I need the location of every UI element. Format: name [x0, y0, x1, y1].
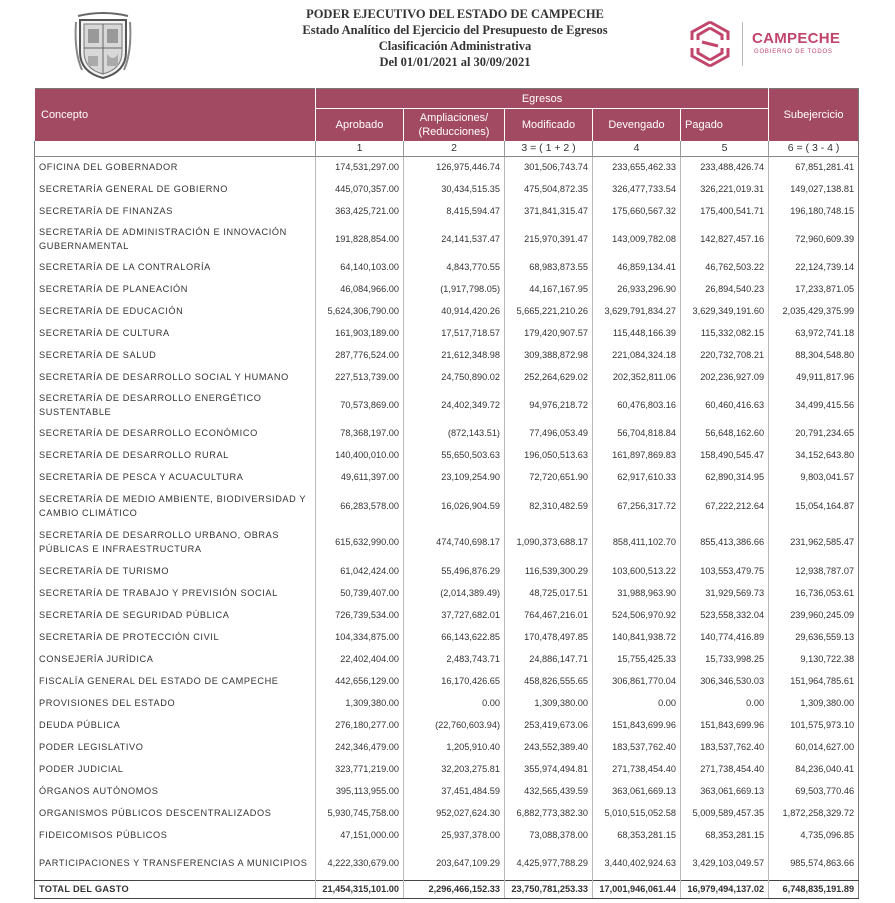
header-row-numbers [35, 141, 859, 157]
row-value: 158,490,545.47 [681, 444, 769, 466]
row-value: 615,632,990.00 [316, 524, 404, 560]
row-value: 140,400,010.00 [316, 444, 404, 466]
logo-separator [742, 22, 743, 66]
row-value: 196,180,748.15 [769, 200, 859, 222]
row-value: 855,413,386.66 [681, 524, 769, 560]
title-line-1: PODER EJECUTIVO DEL ESTADO DE CAMPECHE [306, 7, 604, 21]
row-value: 227,513,739.00 [316, 366, 404, 388]
row-value: 30,434,515.35 [404, 178, 505, 200]
row-value: 231,962,585.47 [769, 524, 859, 560]
row-value: 37,451,484.59 [404, 780, 505, 802]
row-value: (22,760,603.94) [404, 714, 505, 736]
row-value: 72,960,609.39 [769, 222, 859, 256]
row-value: 68,353,281.15 [681, 824, 769, 846]
title-line-3: Clasificación Administrativa [378, 39, 532, 53]
table-row [35, 200, 859, 222]
row-value: 32,203,275.81 [404, 758, 505, 780]
table-row [35, 692, 859, 714]
col-number-blank [35, 141, 316, 157]
row-value: 82,310,482.59 [505, 488, 593, 524]
row-value: 44,167,167.95 [505, 278, 593, 300]
row-value: 858,411,102.70 [593, 524, 681, 560]
table-row [35, 824, 859, 846]
row-value: 1,205,910.40 [404, 736, 505, 758]
table-row [35, 222, 859, 256]
brand-subtitle: GOBIERNO DE TODOS [754, 49, 833, 55]
row-value: 17,517,718.57 [404, 322, 505, 344]
table-row [35, 256, 859, 278]
row-value: 395,113,955.00 [316, 780, 404, 802]
table-row [35, 156, 859, 178]
row-value: 271,738,454.40 [681, 758, 769, 780]
row-value: 243,552,389.40 [505, 736, 593, 758]
total-value: 21,454,315,101.00 [316, 880, 404, 898]
row-concepto: FISCALÍA GENERAL DEL ESTADO DE CAMPECHE [39, 676, 279, 686]
row-value: 56,648,162.60 [681, 422, 769, 444]
row-value: 242,346,479.00 [316, 736, 404, 758]
row-value: 233,655,462.33 [593, 156, 681, 178]
total-value: 16,979,494,137.02 [681, 880, 769, 898]
row-value: 183,537,762.40 [681, 736, 769, 758]
row-value: 309,388,872.98 [505, 344, 593, 366]
row-concepto: SECRETARÍA DE PLANEACIÓN [39, 284, 189, 294]
row-value: 3,440,402,924.63 [593, 846, 681, 880]
table-row [35, 604, 859, 626]
row-value: 68,353,281.15 [593, 824, 681, 846]
row-value: 149,027,138.81 [769, 178, 859, 200]
row-value: 16,736,053.61 [769, 582, 859, 604]
row-value: 48,725,017.51 [505, 582, 593, 604]
row-value: 151,964,785.61 [769, 670, 859, 692]
table-row [35, 524, 859, 560]
col-header-pagado: Pagado [681, 109, 769, 141]
row-concepto: SECRETARÍA DE EDUCACIÓN [39, 306, 184, 316]
row-value: 115,332,082.15 [681, 322, 769, 344]
row-value: (2,014,389.49) [404, 582, 505, 604]
row-value: 142,827,457.16 [681, 222, 769, 256]
row-value: 115,448,166.39 [593, 322, 681, 344]
row-concepto: CONSEJERÍA JURÍDICA [39, 654, 154, 664]
row-value: 46,859,134.41 [593, 256, 681, 278]
row-value: 161,903,189.00 [316, 322, 404, 344]
report-header [0, 0, 895, 88]
row-value: 3,629,349,191.60 [681, 300, 769, 322]
table-body [35, 156, 859, 898]
row-value: 2,483,743.71 [404, 648, 505, 670]
row-value: 24,886,147.71 [505, 648, 593, 670]
col-number: 6 = ( 3 - 4 ) [769, 141, 859, 157]
row-value: 458,826,555.65 [505, 670, 593, 692]
table-row [35, 626, 859, 648]
row-concepto: SECRETARÍA DE PESCA Y ACUACULTURA [39, 472, 244, 482]
row-value: 363,061,669.13 [593, 780, 681, 802]
row-concepto: SECRETARÍA DE LA CONTRALORÍA [39, 262, 211, 272]
table-row [35, 802, 859, 824]
total-value: 23,750,781,253.33 [505, 880, 593, 898]
row-value: 49,911,817.96 [769, 366, 859, 388]
row-concepto: SECRETARÍA DE DESARROLLO SOCIAL Y HUMANO [39, 372, 289, 382]
row-value: 15,733,998.25 [681, 648, 769, 670]
col-number: 1 [316, 141, 404, 157]
row-concepto: SECRETARÍA DE DESARROLLO URBANO, OBRAS PÚBLICAS E INFRAESTRUCTURA [39, 530, 280, 554]
row-value: 24,402,349.72 [404, 388, 505, 422]
row-concepto: ORGANISMOS PÚBLICOS DESCENTRALIZADOS [39, 808, 272, 818]
row-value: 140,774,416.89 [681, 626, 769, 648]
campeche-logo-icon [684, 18, 736, 70]
table-row [35, 466, 859, 488]
row-value: 239,960,245.09 [769, 604, 859, 626]
row-value: 9,803,041.57 [769, 466, 859, 488]
row-value: 140,841,938.72 [593, 626, 681, 648]
row-value: 61,042,424.00 [316, 560, 404, 582]
row-value: 50,739,407.00 [316, 582, 404, 604]
row-value: 78,368,197.00 [316, 422, 404, 444]
row-value: 69,503,770.46 [769, 780, 859, 802]
row-value: 3,629,791,834.27 [593, 300, 681, 322]
row-concepto: PODER LEGISLATIVO [39, 742, 144, 752]
table-row [35, 846, 859, 880]
row-value: 24,141,537.47 [404, 222, 505, 256]
row-value: 253,419,673.06 [505, 714, 593, 736]
col-header-modificado: Modificado [505, 109, 593, 141]
row-value: 8,415,594.47 [404, 200, 505, 222]
row-value: 5,624,306,790.00 [316, 300, 404, 322]
row-value: 1,309,380.00 [316, 692, 404, 714]
row-concepto: SECRETARÍA DE TURISMO [39, 566, 170, 576]
table-row [35, 388, 859, 422]
row-value: 62,917,610.33 [593, 466, 681, 488]
row-value: 151,843,699.96 [593, 714, 681, 736]
table-row [35, 444, 859, 466]
row-value: 4,735,096.85 [769, 824, 859, 846]
table-row [35, 648, 859, 670]
row-concepto: SECRETARÍA DE DESARROLLO ECONÓMICO [39, 428, 258, 438]
row-value: (1,917,798.05) [404, 278, 505, 300]
row-value: 306,861,770.04 [593, 670, 681, 692]
row-value: 5,930,745,758.00 [316, 802, 404, 824]
row-value: 64,140,103.00 [316, 256, 404, 278]
row-value: 221,084,324.18 [593, 344, 681, 366]
row-concepto: SECRETARÍA DE CULTURA [39, 328, 170, 338]
row-value: 1,309,380.00 [769, 692, 859, 714]
row-value: 1,872,258,329.72 [769, 802, 859, 824]
row-value: 196,050,513.63 [505, 444, 593, 466]
table-row [35, 714, 859, 736]
row-value: 67,851,281.41 [769, 156, 859, 178]
brand-name: CAMPECHE [752, 30, 841, 47]
row-value: 143,009,782.08 [593, 222, 681, 256]
row-concepto: PROVISIONES DEL ESTADO [39, 698, 176, 708]
row-value: 252,264,629.02 [505, 366, 593, 388]
table-row [35, 670, 859, 692]
row-value: 37,727,682.01 [404, 604, 505, 626]
row-value: 985,574,863.66 [769, 846, 859, 880]
col-header-egresos: Egresos [316, 89, 769, 109]
row-value: 183,537,762.40 [593, 736, 681, 758]
table-row [35, 780, 859, 802]
row-value: 174,531,297.00 [316, 156, 404, 178]
row-value: 952,027,624.30 [404, 802, 505, 824]
row-value: 5,010,515,052.58 [593, 802, 681, 824]
table-row [35, 736, 859, 758]
row-value: 432,565,439.59 [505, 780, 593, 802]
row-value: 2,035,429,375.99 [769, 300, 859, 322]
row-value: 0.00 [681, 692, 769, 714]
row-value: 26,894,540.23 [681, 278, 769, 300]
col-header-concepto: Concepto [35, 89, 316, 141]
row-value: 764,467,216.01 [505, 604, 593, 626]
row-value: 202,352,811.06 [593, 366, 681, 388]
row-value: 66,143,622.85 [404, 626, 505, 648]
row-value: 22,402,404.00 [316, 648, 404, 670]
row-value: 442,656,129.00 [316, 670, 404, 692]
table-row [35, 300, 859, 322]
title-line-2: Estado Analítico del Ejercicio del Presupuesto de Egresos [302, 23, 608, 37]
row-concepto: SECRETARÍA DE SALUD [39, 350, 157, 360]
row-value: 3,429,103,049.57 [681, 846, 769, 880]
row-value: (872,143.51) [404, 422, 505, 444]
row-value: 170,478,497.85 [505, 626, 593, 648]
total-value: 6,748,835,191.89 [769, 880, 859, 898]
row-concepto: SECRETARÍA DE DESARROLLO RURAL [39, 450, 229, 460]
row-value: 475,504,872.35 [505, 178, 593, 200]
row-value: 474,740,698.17 [404, 524, 505, 560]
row-value: 31,929,569.73 [681, 582, 769, 604]
row-concepto: OFICINA DEL GOBERNADOR [39, 162, 178, 173]
row-value: 101,575,973.10 [769, 714, 859, 736]
row-value: 73,088,378.00 [505, 824, 593, 846]
row-concepto: SECRETARÍA DE SEGURIDAD PÚBLICA [39, 610, 230, 620]
row-value: 363,061,669.13 [681, 780, 769, 802]
row-concepto: SECRETARÍA DE ADMINISTRACIÓN E INNOVACIÓN GUBERNAMENTAL [39, 227, 287, 251]
row-value: 5,009,589,457.35 [681, 802, 769, 824]
table-row [35, 758, 859, 780]
row-value: 6,882,773,382.30 [505, 802, 593, 824]
row-value: 326,477,733.54 [593, 178, 681, 200]
row-value: 12,938,787.07 [769, 560, 859, 582]
row-value: 203,647,109.29 [404, 846, 505, 880]
row-value: 23,109,254.90 [404, 466, 505, 488]
row-value: 116,539,300.29 [505, 560, 593, 582]
row-value: 24,750,890.02 [404, 366, 505, 388]
row-value: 67,256,317.72 [593, 488, 681, 524]
row-value: 26,933,296.90 [593, 278, 681, 300]
title-line-4: Del 01/01/2021 al 30/09/2021 [379, 55, 531, 69]
row-value: 103,553,479.75 [681, 560, 769, 582]
row-value: 9,130,722.38 [769, 648, 859, 670]
row-value: 445,070,357.00 [316, 178, 404, 200]
row-value: 55,650,503.63 [404, 444, 505, 466]
row-value: 67,222,212.64 [681, 488, 769, 524]
row-value: 72,720,651.90 [505, 466, 593, 488]
col-number: 4 [593, 141, 681, 157]
row-concepto: PODER JUDICIAL [39, 764, 124, 774]
row-value: 40,914,420.26 [404, 300, 505, 322]
row-concepto: ÓRGANOS AUTÓNOMOS [39, 786, 159, 796]
row-concepto: SECRETARÍA DE MEDIO AMBIENTE, BIODIVERSIDAD Y CAMBIO CLIMÁTICO [39, 494, 306, 518]
row-value: 175,660,567.32 [593, 200, 681, 222]
row-value: 22,124,739.14 [769, 256, 859, 278]
row-value: 47,151,000.00 [316, 824, 404, 846]
col-number: 2 [404, 141, 505, 157]
row-value: 179,420,907.57 [505, 322, 593, 344]
col-number: 3 = ( 1 + 2 ) [505, 141, 593, 157]
row-value: 94,976,218.72 [505, 388, 593, 422]
row-value: 34,152,643.80 [769, 444, 859, 466]
row-value: 151,843,699.96 [681, 714, 769, 736]
row-value: 88,304,548.80 [769, 344, 859, 366]
row-value: 66,283,578.00 [316, 488, 404, 524]
table-row [35, 582, 859, 604]
row-value: 103,600,513.22 [593, 560, 681, 582]
row-value: 63,972,741.18 [769, 322, 859, 344]
total-label: TOTAL DEL GASTO [35, 880, 316, 898]
row-concepto: SECRETARÍA DE TRABAJO Y PREVISIÓN SOCIAL [39, 588, 278, 598]
row-concepto: SECRETARÍA GENERAL DE GOBIERNO [39, 184, 229, 194]
row-value: 371,841,315.47 [505, 200, 593, 222]
row-value: 17,233,871.05 [769, 278, 859, 300]
row-value: 34,499,415.56 [769, 388, 859, 422]
row-value: 326,221,019.31 [681, 178, 769, 200]
header-row-egresos [35, 89, 859, 109]
row-value: 55,496,876.29 [404, 560, 505, 582]
row-concepto: PARTICIPACIONES Y TRANSFERENCIAS A MUNICIPIOS [39, 857, 308, 868]
row-value: 215,970,391.47 [505, 222, 593, 256]
row-concepto: SECRETARÍA DE PROTECCIÓN CIVIL [39, 632, 220, 642]
row-value: 287,776,524.00 [316, 344, 404, 366]
row-value: 233,488,426.74 [681, 156, 769, 178]
row-value: 4,222,330,679.00 [316, 846, 404, 880]
row-value: 56,704,818.84 [593, 422, 681, 444]
row-value: 68,983,873.55 [505, 256, 593, 278]
row-value: 524,506,970.92 [593, 604, 681, 626]
table-row [35, 322, 859, 344]
row-value: 16,026,904.59 [404, 488, 505, 524]
row-value: 175,400,541.71 [681, 200, 769, 222]
row-concepto: FIDEICOMISOS PÚBLICOS [39, 830, 168, 840]
row-value: 60,476,803.16 [593, 388, 681, 422]
total-row [35, 880, 859, 898]
row-value: 523,558,332.04 [681, 604, 769, 626]
row-value: 15,054,164.87 [769, 488, 859, 524]
state-seal-icon [74, 12, 132, 80]
row-value: 301,506,743.74 [505, 156, 593, 178]
row-value: 363,425,721.00 [316, 200, 404, 222]
row-value: 5,665,221,210.26 [505, 300, 593, 322]
row-value: 271,738,454.40 [593, 758, 681, 780]
row-value: 29,636,559.13 [769, 626, 859, 648]
table-row [35, 422, 859, 444]
row-value: 323,771,219.00 [316, 758, 404, 780]
row-value: 355,974,494.81 [505, 758, 593, 780]
row-value: 276,180,277.00 [316, 714, 404, 736]
col-header-devengado: Devengado [593, 109, 681, 141]
row-concepto: SECRETARÍA DE FINANZAS [39, 206, 174, 216]
row-value: 161,897,869.83 [593, 444, 681, 466]
budget-table [34, 88, 859, 899]
row-concepto: DEUDA PÚBLICA [39, 720, 121, 730]
row-value: 46,762,503.22 [681, 256, 769, 278]
row-value: 15,755,425.33 [593, 648, 681, 670]
row-value: 60,014,627.00 [769, 736, 859, 758]
row-value: 77,496,053.49 [505, 422, 593, 444]
row-value: 191,828,854.00 [316, 222, 404, 256]
col-header-subejercicio: Subejercicio [769, 89, 859, 141]
row-value: 84,236,040.41 [769, 758, 859, 780]
row-value: 104,334,875.00 [316, 626, 404, 648]
col-header-ampliaciones: Ampliaciones/ (Reducciones) [404, 109, 505, 141]
total-value: 2,296,466,152.33 [404, 880, 505, 898]
row-value: 306,346,530.03 [681, 670, 769, 692]
row-value: 20,791,234.65 [769, 422, 859, 444]
row-value: 220,732,708.21 [681, 344, 769, 366]
row-value: 4,425,977,788.29 [505, 846, 593, 880]
row-concepto: SECRETARÍA DE DESARROLLO ENERGÉTICO SUSTENTABLE [39, 393, 262, 417]
row-value: 0.00 [593, 692, 681, 714]
row-value: 60,460,416.63 [681, 388, 769, 422]
campeche-logo [684, 16, 854, 72]
col-header-aprobado: Aprobado [316, 109, 404, 141]
row-value: 1,309,380.00 [505, 692, 593, 714]
table-row [35, 278, 859, 300]
row-value: 21,612,348.98 [404, 344, 505, 366]
row-value: 16,170,426.65 [404, 670, 505, 692]
table-row [35, 344, 859, 366]
row-value: 4,843,770.55 [404, 256, 505, 278]
row-value: 726,739,534.00 [316, 604, 404, 626]
row-value: 49,611,397.00 [316, 466, 404, 488]
row-value: 1,090,373,688.17 [505, 524, 593, 560]
row-value: 62,890,314.95 [681, 466, 769, 488]
table-row [35, 366, 859, 388]
row-value: 70,573,869.00 [316, 388, 404, 422]
table-row [35, 488, 859, 524]
total-value: 17,001,946,061.44 [593, 880, 681, 898]
row-value: 46,084,966.00 [316, 278, 404, 300]
report-titles [220, 6, 690, 70]
row-value: 126,975,446.74 [404, 156, 505, 178]
row-value: 25,937,378.00 [404, 824, 505, 846]
table-row [35, 178, 859, 200]
row-value: 0.00 [404, 692, 505, 714]
table-row [35, 560, 859, 582]
row-value: 31,988,963.90 [593, 582, 681, 604]
col-number: 5 [681, 141, 769, 157]
row-value: 202,236,927.09 [681, 366, 769, 388]
